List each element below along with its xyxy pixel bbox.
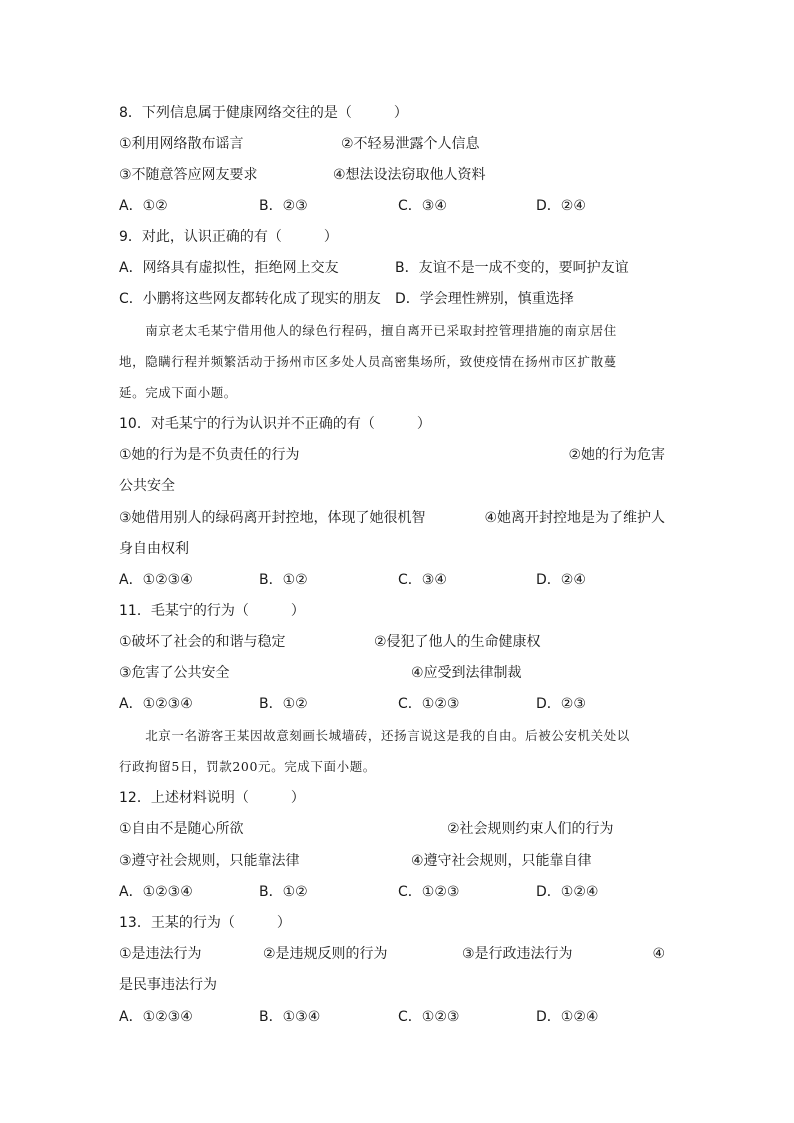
question-8-statements-row-1 <box>119 132 665 156</box>
question-12-statements-row-1 <box>119 817 665 841</box>
option-b: B．②③ <box>259 198 308 214</box>
question-10-statements-row-1 <box>119 443 665 467</box>
option-b: B．①② <box>259 696 308 712</box>
option-c: C．小鹏将这些网友都转化成了现实的朋友 <box>119 291 381 307</box>
statement: ①利用网络散布谣言 <box>119 136 244 152</box>
question-8-statements-row-2 <box>119 163 665 187</box>
question-11-statements-row-2 <box>119 661 665 685</box>
option-d: D．①②④ <box>536 1009 599 1025</box>
statement: ①自由不是随心所欲 <box>119 821 244 837</box>
question-13-options <box>119 1005 665 1029</box>
option-d: D．②③ <box>536 696 586 712</box>
statement: ③遵守社会规则，只能靠法律 <box>119 853 300 869</box>
question-13-statement-wrap: 是民事违法行为 <box>119 977 217 993</box>
statement: ①是违法行为 <box>119 946 202 962</box>
option-d: D．②④ <box>536 572 586 588</box>
statement: ①破坏了社会的和谐与稳定 <box>119 634 286 650</box>
question-10-options <box>119 568 665 592</box>
question-11-statements-row-1 <box>119 630 665 654</box>
statement: ④她离开封控地是为了维护人 <box>484 510 665 526</box>
material-beijing-line-1: 北京一名游客王某因故意刻画长城墙砖，还扬言说这是我的自由。后被公安机关处以 <box>119 728 630 743</box>
option-b: B．①② <box>259 884 308 900</box>
option-a: A．①② <box>119 198 168 214</box>
question-13-stem: 13．王某的行为（ ） <box>119 915 291 931</box>
option-d: D．学会理性辨别，慎重选择 <box>395 291 574 307</box>
option-c: C．①②③ <box>398 1009 460 1025</box>
question-9-options-row-2 <box>119 287 665 311</box>
question-13-statements-row-1 <box>119 942 665 966</box>
question-11-options <box>119 692 665 716</box>
option-c: C．③④ <box>398 572 447 588</box>
option-a: A．①②③④ <box>119 696 193 712</box>
question-10-statement-wrap-1: 公共安全 <box>119 478 175 494</box>
statement: ③她借用别人的绿码离开封控地，体现了她很机智 <box>119 510 426 526</box>
statement: ④应受到法律制裁 <box>411 665 522 681</box>
statement: ②是违规反则的行为 <box>263 946 388 962</box>
question-12-options <box>119 880 665 904</box>
option-c: C．①②③ <box>398 884 460 900</box>
question-10-statement-wrap-2: 身自由权利 <box>119 541 189 557</box>
option-b: B．友谊不是一成不变的，要呵护友谊 <box>395 260 629 276</box>
statement: ④想法设法窃取他人资料 <box>333 167 486 183</box>
statement: ①她的行为是不负责任的行为 <box>119 447 300 463</box>
material-nanjing-line-2: 地，隐瞒行程并频繁活动于扬州市区多处人员高密集场所，致使疫情在扬州市区扩散蔓 <box>119 354 617 369</box>
option-a: A．网络具有虚拟性，拒绝网上交友 <box>119 260 339 276</box>
material-nanjing-line-1: 南京老太毛某宁借用他人的绿色行程码，擅自离开已采取封控管理措施的南京居住 <box>119 323 617 338</box>
question-8-options <box>119 194 665 218</box>
option-b: B．①② <box>259 572 308 588</box>
statement: ②不轻易泄露个人信息 <box>341 136 480 152</box>
statement: ③不随意答应网友要求 <box>119 167 258 183</box>
statement: ②社会规则约束人们的行为 <box>447 821 614 837</box>
option-b: B．①③④ <box>259 1009 321 1025</box>
option-a: A．①②③④ <box>119 1009 193 1025</box>
question-12-statements-row-2 <box>119 849 665 873</box>
question-10-stem: 10．对毛某宁的行为认识并不正确的有（ ） <box>119 416 431 432</box>
statement: ②侵犯了他人的生命健康权 <box>374 634 541 650</box>
statement: ③危害了公共安全 <box>119 665 230 681</box>
option-a: A．①②③④ <box>119 572 193 588</box>
question-12-stem: 12．上述材料说明（ ） <box>119 790 305 806</box>
option-a: A．①②③④ <box>119 884 193 900</box>
question-9-stem: 9．对此，认识正确的有（ ） <box>119 229 338 245</box>
option-c: C．③④ <box>398 198 447 214</box>
statement: ③是行政违法行为 <box>462 946 573 962</box>
material-beijing-line-2: 行政拘留5日，罚款200元。完成下面小题。 <box>119 759 376 774</box>
option-d: D．①②④ <box>536 884 599 900</box>
statement: ④遵守社会规则，只能靠自律 <box>411 853 592 869</box>
option-c: C．①②③ <box>398 696 460 712</box>
statement: ④ <box>652 946 665 962</box>
question-8-stem: 8．下列信息属于健康网络交往的是（ ） <box>119 105 408 121</box>
question-10-statements-row-2 <box>119 506 665 530</box>
question-11-stem: 11．毛某宁的行为（ ） <box>119 603 305 619</box>
option-d: D．②④ <box>536 198 586 214</box>
question-9-options-row-1 <box>119 256 665 280</box>
material-nanjing-line-3: 延。完成下面小题。 <box>119 385 237 400</box>
statement: ②她的行为危害 <box>568 447 665 463</box>
